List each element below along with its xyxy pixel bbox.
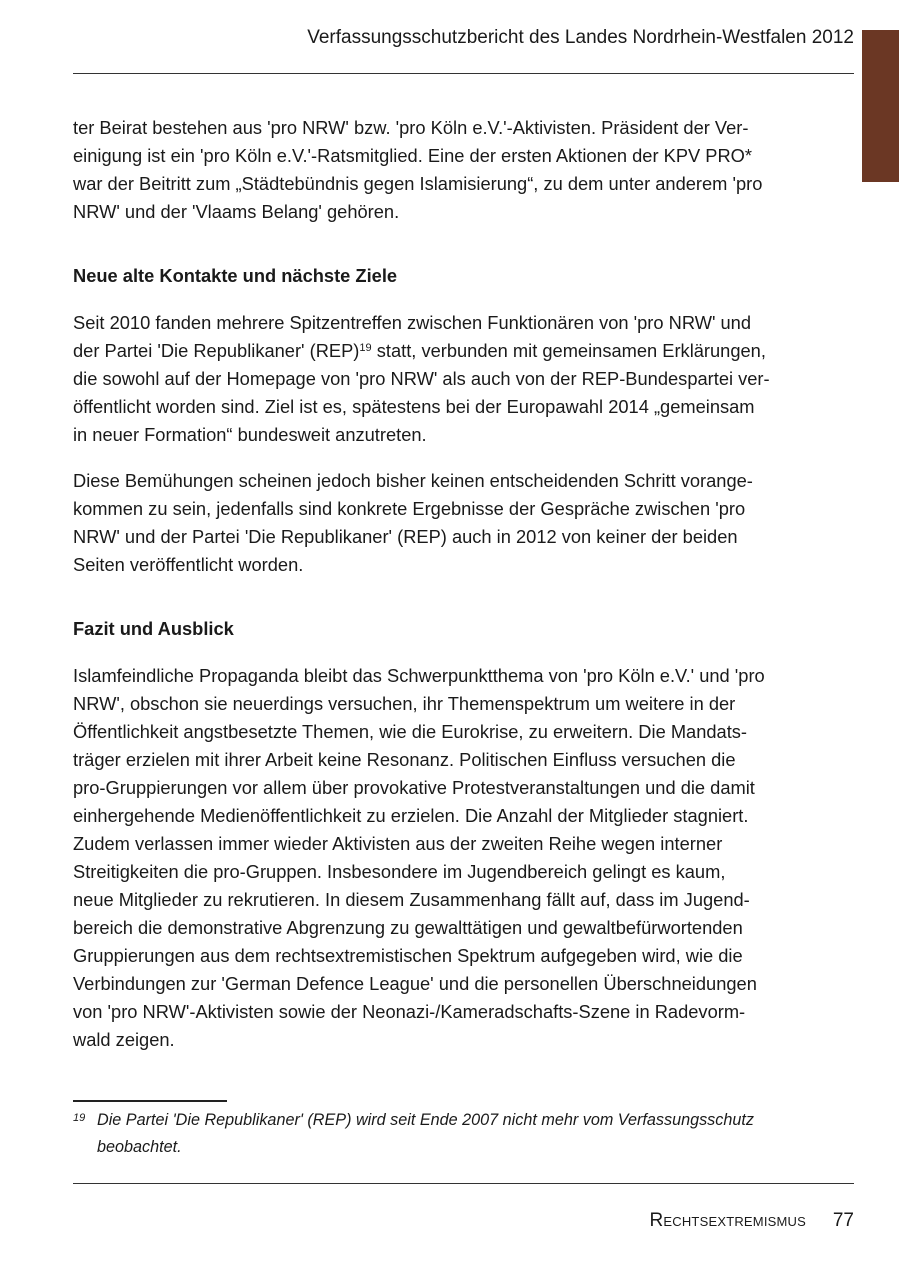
footnote-divider <box>73 1100 227 1102</box>
text-line: Seit 2010 fanden mehrere Spitzentreffen zwischen Funktionären von 'pro NRW' und <box>73 312 752 333</box>
text-line: neue Mitglieder zu rekrutieren. In diesem Zusammenhang fällt auf, dass im Jugend- <box>73 889 750 910</box>
text-line: Diese Bemühungen scheinen jedoch bisher keinen entscheidenden Schritt vorange- <box>73 470 753 491</box>
paragraph-beirat <box>73 114 813 226</box>
text-fragment: statt, verbunden mit gemeinsamen Erklärungen, <box>371 340 766 361</box>
text-line: einhergehende Medienöffentlichkeit zu erzielen. Die Anzahl der Mitglieder stagniert. <box>73 805 749 826</box>
text-line: pro-Gruppierungen vor allem über provokative Protestveranstaltungen und die damit <box>73 777 755 798</box>
text-line: Öffentlichkeit angstbesetzte Themen, wie die Eurokrise, zu erweitern. Die Mandats- <box>73 721 748 742</box>
section-heading-kontakte: Neue alte Kontakte und nächste Ziele <box>73 265 398 286</box>
text-line: die sowohl auf der Homepage von 'pro NRW' als auch von der REP-Bundespartei ver- <box>73 368 770 389</box>
text-line: ter Beirat bestehen aus 'pro NRW' bzw. 'pro Köln e.V.'-Aktivisten. Präsident der Ver- <box>73 117 749 138</box>
footer-section-title: Rechtsextremismus <box>649 1210 806 1231</box>
text-line: Islamfeindliche Propaganda bleibt das Schwerpunktthema von 'pro Köln e.V.' und 'pro <box>73 665 765 686</box>
text-line: NRW', obschon sie neuerdings versuchen, ihr Themenspektrum um weitere in der <box>73 693 736 714</box>
footnote-line: Die Partei 'Die Republikaner' (REP) wird seit Ende 2007 nicht mehr vom Verfassungsschutz <box>97 1111 754 1129</box>
running-header-title: Verfassungsschutzbericht des Landes Nordrhein-Westfalen 2012 <box>307 27 854 48</box>
paragraph-bemuehungen <box>73 467 813 579</box>
text-line: Seiten veröffentlicht worden. <box>73 554 304 575</box>
section-heading-fazit: Fazit und Ausblick <box>73 618 234 639</box>
text-line: Streitigkeiten die pro-Gruppen. Insbesondere im Jugendbereich gelingt es kaum, <box>73 861 726 882</box>
text-line: NRW' und der Partei 'Die Republikaner' (REP) auch in 2012 von keiner der beiden <box>73 526 738 547</box>
text-line: kommen zu sein, jedenfalls sind konkrete Ergebnisse der Gespräche zwischen 'pro <box>73 498 746 519</box>
text-line: Verbindungen zur 'German Defence League' und die personellen Überschneidungen <box>73 973 757 994</box>
text-line: öffentlicht worden sind. Ziel ist es, spätestens bei der Europawahl 2014 „gemeinsam <box>73 396 755 417</box>
text-line: einigung ist ein 'pro Köln e.V.'-Ratsmitglied. Eine der ersten Aktionen der KPV PRO* <box>73 145 753 166</box>
text-line: war der Beitritt zum „Städtebündnis gegen Islamisierung“, zu dem unter anderem 'pro <box>73 173 763 194</box>
text-line: von 'pro NRW'-Aktivisten sowie der Neonazi-/Kameradschafts-Szene in Radevorm- <box>73 1001 746 1022</box>
footnote-line: beobachtet. <box>97 1138 182 1156</box>
footnote-reference[interactable]: 19 <box>359 342 372 354</box>
footnote-text <box>97 1107 833 1161</box>
text-line: in neuer Formation“ bundesweit anzutreten. <box>73 424 427 445</box>
chapter-color-tab <box>862 30 899 182</box>
text-fragment: der Partei 'Die Republikaner' (REP) <box>73 340 360 361</box>
text-line: Gruppierungen aus dem rechtsextremistischen Spektrum aufgegeben wird, wie die <box>73 945 743 966</box>
text-line: träger erzielen mit ihrer Arbeit keine Resonanz. Politischen Einfluss versuchen die <box>73 749 736 770</box>
paragraph-spitzentreffen <box>73 309 813 449</box>
text-line: NRW' und der 'Vlaams Belang' gehören. <box>73 201 400 222</box>
page-body <box>73 114 813 1054</box>
header-divider <box>73 73 854 74</box>
text-line: bereich die demonstrative Abgrenzung zu gewalttätigen und gewaltbefürwortenden <box>73 917 743 938</box>
text-line <box>73 337 813 365</box>
text-line: wald zeigen. <box>73 1029 175 1050</box>
paragraph-fazit <box>73 662 813 1054</box>
page-number: 77 <box>832 1210 854 1231</box>
footer-divider <box>73 1183 854 1184</box>
footnote-number: 19 <box>73 1112 86 1124</box>
footnote <box>73 1107 833 1161</box>
text-line: Zudem verlassen immer wieder Aktivisten aus der zweiten Reihe wegen interner <box>73 833 723 854</box>
